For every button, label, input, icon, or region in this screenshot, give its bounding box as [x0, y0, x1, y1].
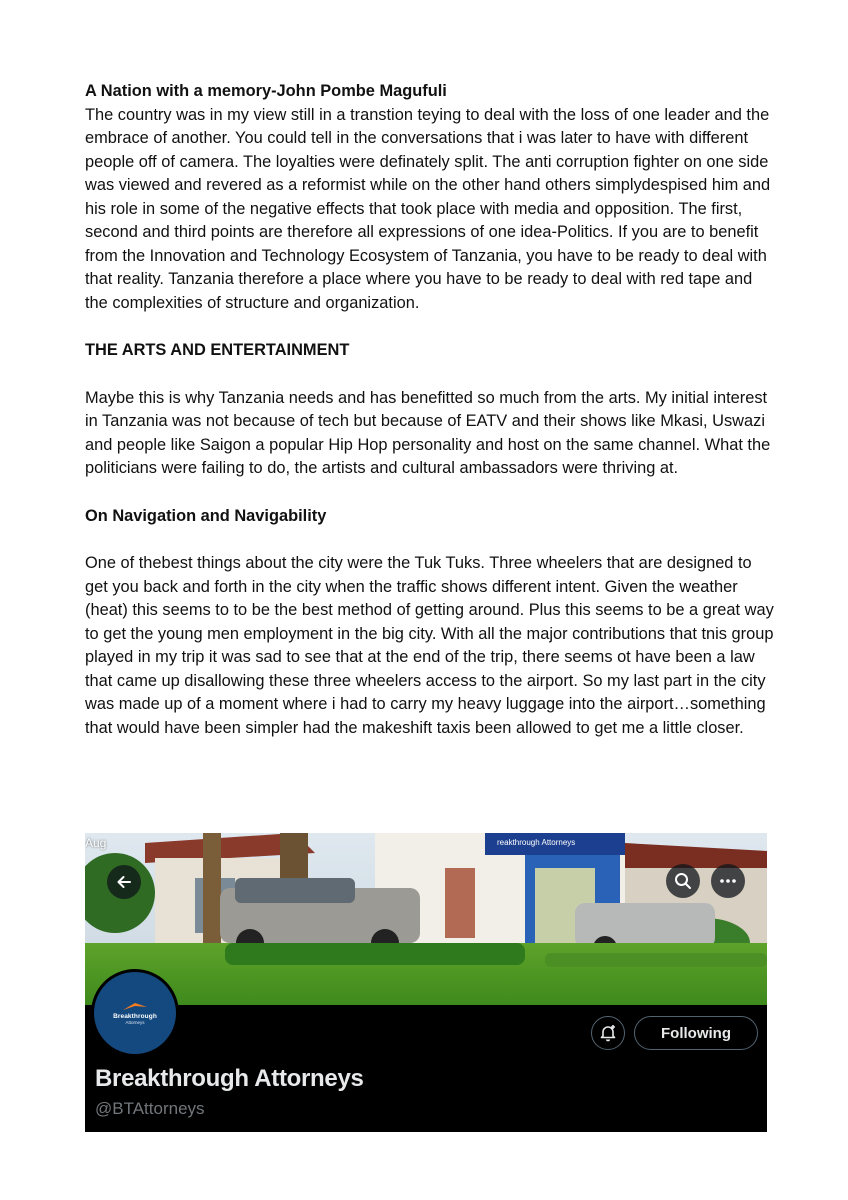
search-button[interactable]: [666, 864, 700, 898]
banner-sign-text: reakthrough Attorneys: [497, 838, 576, 847]
back-arrow-icon: [115, 873, 133, 891]
section-heading: THE ARTS AND ENTERTAINMENT: [85, 341, 350, 359]
profile-banner-photo: [85, 833, 767, 1005]
back-button[interactable]: [107, 865, 141, 899]
more-options-button[interactable]: [711, 864, 745, 898]
avatar-logo-sub: Attorneys: [125, 1020, 145, 1025]
paragraph: One of thebest things about the city were the Tuk Tuks. Three wheelers that are designed to get you back and forth in the city when the traffic shows different intent. Given the weather (heat) this seems to to be the best method of getting around. Plus this seems to be a great way to get the young men employment in the big city. With all the major contributions that tnis group played in my trip it was sad to see that at the end of the trip, there seems ot have been a law that came up disallowing these three wheelers access to the airport. So my last part in the city was made up of a moment where i had to carry my heavy luggage into the airport…something that would have been simpler had the makeshift taxis been allowed to get me a little closer.: [85, 554, 774, 737]
paragraph: The country was in my view still in a transtion teying to deal with the loss of one leader and the embrace of another. You could tell in the conversations that i was later to have with different people off of camera. The loyalties were definately split. The anti corruption fighter on one side was viewed and revered as a reformist while on the other hand others simplydespised him and his role in some of the negative effects that took place with media and opposition. The first, second and third points are therefore all expressions of one idea-Politics. If you are to benefit from the Innovation and Technology Ecosystem of Tanzania, you have to be ready to deal with that reality. Tanzania therefore a place where you have to be ready to deal with red tape and the complexities of structure and organization.: [85, 105, 771, 312]
notification-bell-icon: [599, 1024, 617, 1042]
avatar-logo: [94, 972, 176, 1054]
avatar-logo-name: Breakthrough: [113, 1013, 157, 1020]
more-icon: [719, 872, 737, 890]
embedded-profile-screenshot: [85, 833, 767, 1132]
date-fragment: Aug: [85, 836, 107, 850]
profile-header: [85, 1005, 767, 1132]
account-name: Breakthrough Attorneys: [95, 1065, 364, 1092]
section-heading: A Nation with a memory-John Pombe Magufuli: [85, 82, 447, 100]
banner-illustration: [85, 833, 767, 1005]
search-icon: [674, 872, 692, 890]
notifications-button[interactable]: [591, 1016, 625, 1050]
section-heading: On Navigation and Navigability: [85, 506, 327, 525]
logo-mark-icon: [122, 1001, 148, 1011]
avatar[interactable]: [91, 969, 179, 1057]
document-body: [85, 80, 775, 740]
account-handle: @BTAttorneys: [95, 1099, 205, 1118]
following-button[interactable]: Following: [634, 1016, 758, 1050]
paragraph: Maybe this is why Tanzania needs and has benefitted so much from the arts. My initial interest in Tanzania was not because of tech but because of EATV and their shows like Mkasi, Uswazi and people like Saigon a popular Hip Hop personality and host on the same channel. What the politicians were failing to do, the artists and cultural ambassadors were thriving at.: [85, 388, 771, 477]
